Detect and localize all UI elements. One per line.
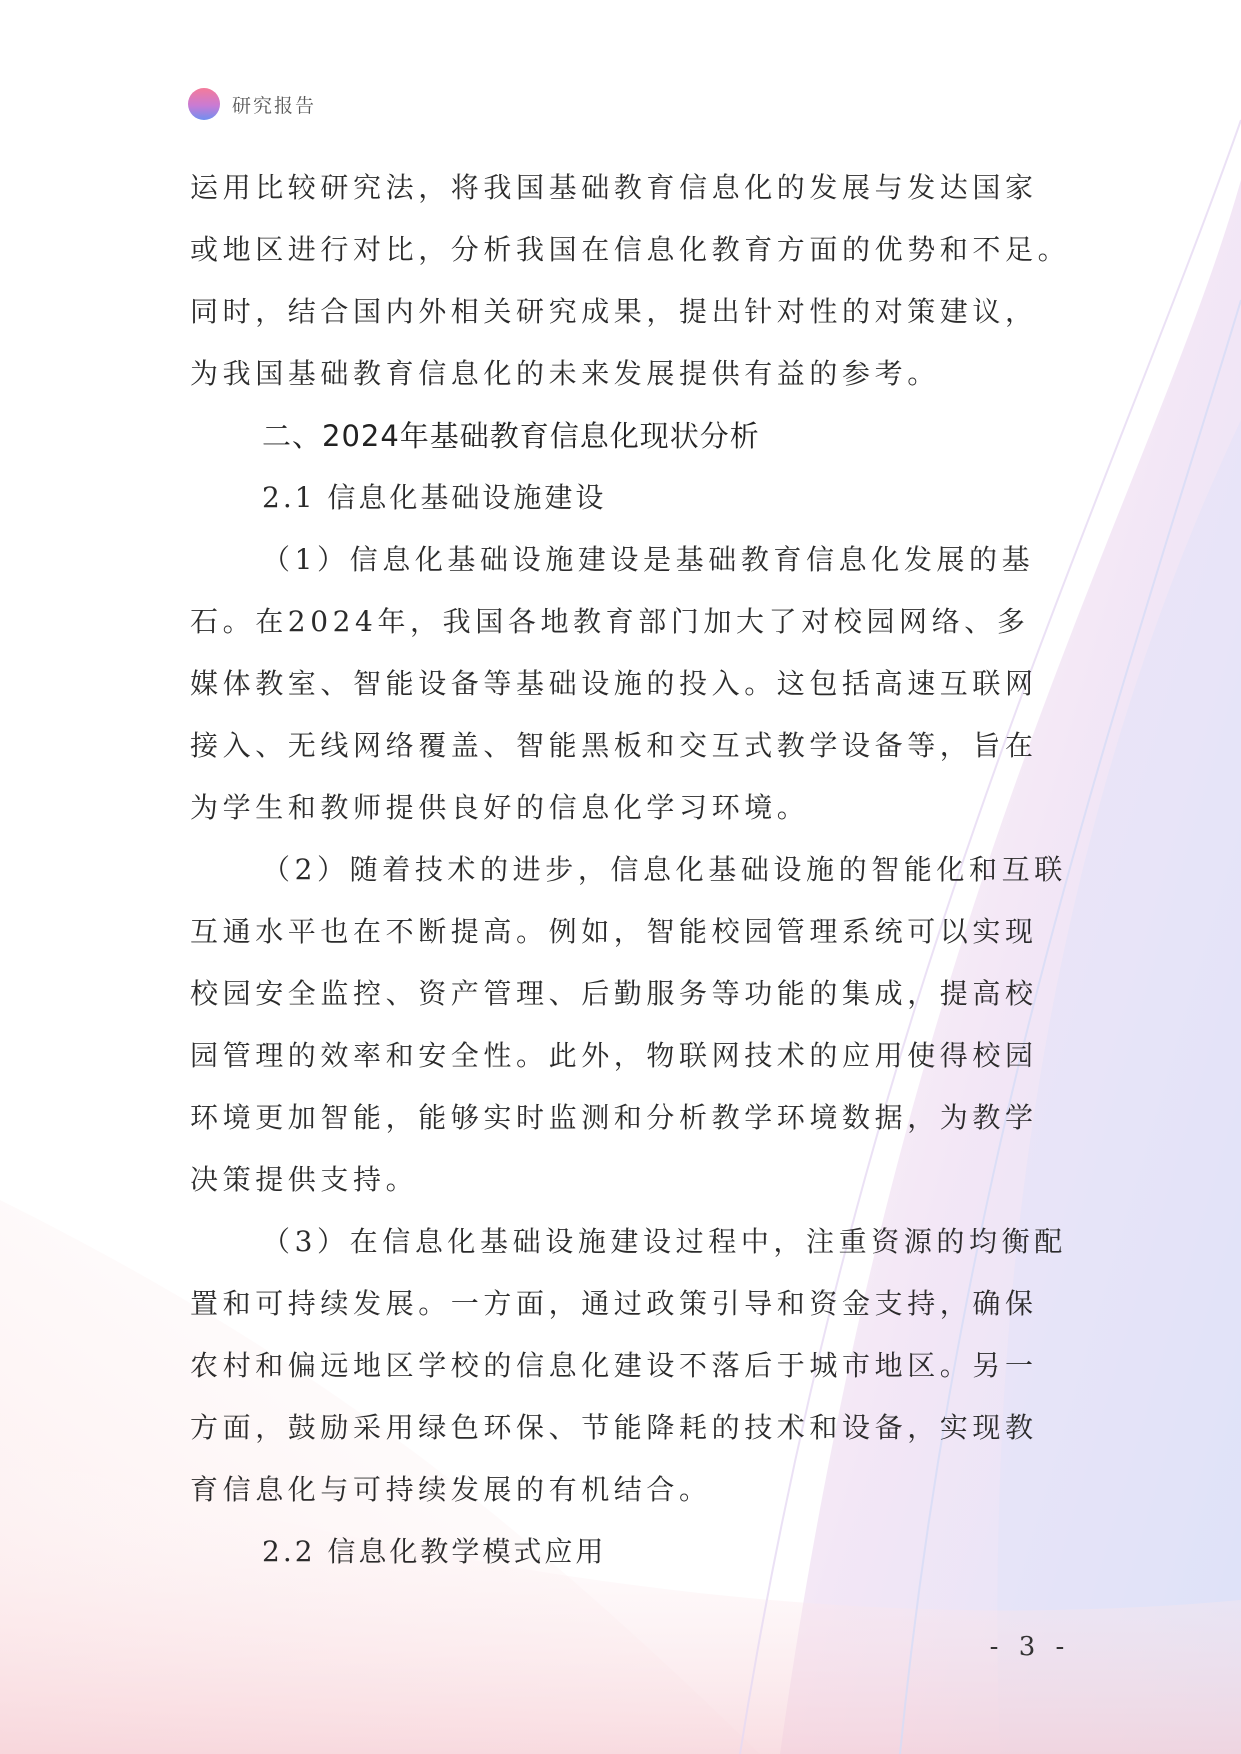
- body-line: 媒体教室、智能设备等基础设施的投入。这包括高速互联网: [190, 667, 1038, 700]
- body-line: 校园安全监控、资产管理、后勤服务等功能的集成，提高校: [190, 977, 1038, 1010]
- body-line: 石。在2024年，我国各地教育部门加大了对校园网络、多: [190, 605, 1030, 638]
- paragraph-start: （2）随着技术的进步，信息化基础设施的智能化和互联: [262, 853, 1067, 886]
- body-line: 同时，结合国内外相关研究成果，提出针对性的对策建议，: [190, 295, 1038, 328]
- body-line: 为我国基础教育信息化的未来发展提供有益的参考。: [190, 357, 940, 390]
- page-number: - 3 -: [989, 1632, 1071, 1662]
- subsection-heading: 2.1 信息化基础设施建设: [262, 481, 607, 514]
- body-line: 环境更加智能，能够实时监测和分析教学环境数据，为教学: [190, 1101, 1038, 1134]
- body-line: 为学生和教师提供良好的信息化学习环境。: [190, 791, 810, 824]
- section-heading: 二、2024年基础教育信息化现状分析: [262, 419, 760, 453]
- report-header: [188, 88, 316, 120]
- body-line: 育信息化与可持续发展的有机结合。: [190, 1473, 712, 1506]
- body-line: 方面，鼓励采用绿色环保、节能降耗的技术和设备，实现教: [190, 1411, 1038, 1444]
- body-line: 运用比较研究法，将我国基础教育信息化的发展与发达国家: [190, 171, 1038, 204]
- subsection-heading: 2.2 信息化教学模式应用: [262, 1535, 607, 1568]
- paragraph-start: （1）信息化基础设施建设是基础教育信息化发展的基: [262, 543, 1035, 576]
- body-line: 园管理的效率和安全性。此外，物联网技术的应用使得校园: [190, 1039, 1038, 1072]
- body-line: 或地区进行对比，分析我国在信息化教育方面的优势和不足。: [190, 233, 1071, 266]
- logo-circle-icon: [188, 88, 220, 120]
- body-line: 接入、无线网络覆盖、智能黑板和交互式教学设备等，旨在: [190, 729, 1038, 762]
- body-line: 置和可持续发展。一方面，通过政策引导和资金支持，确保: [190, 1287, 1038, 1320]
- paragraph-start: （3）在信息化基础设施建设过程中，注重资源的均衡配: [262, 1225, 1067, 1258]
- body-line: 农村和偏远地区学校的信息化建设不落后于城市地区。另一: [190, 1349, 1038, 1382]
- body-line: 互通水平也在不断提高。例如，智能校园管理系统可以实现: [190, 915, 1038, 948]
- body-line: 决策提供支持。: [190, 1163, 419, 1196]
- header-title: 研究报告: [232, 94, 317, 117]
- document-body: [190, 157, 1070, 1583]
